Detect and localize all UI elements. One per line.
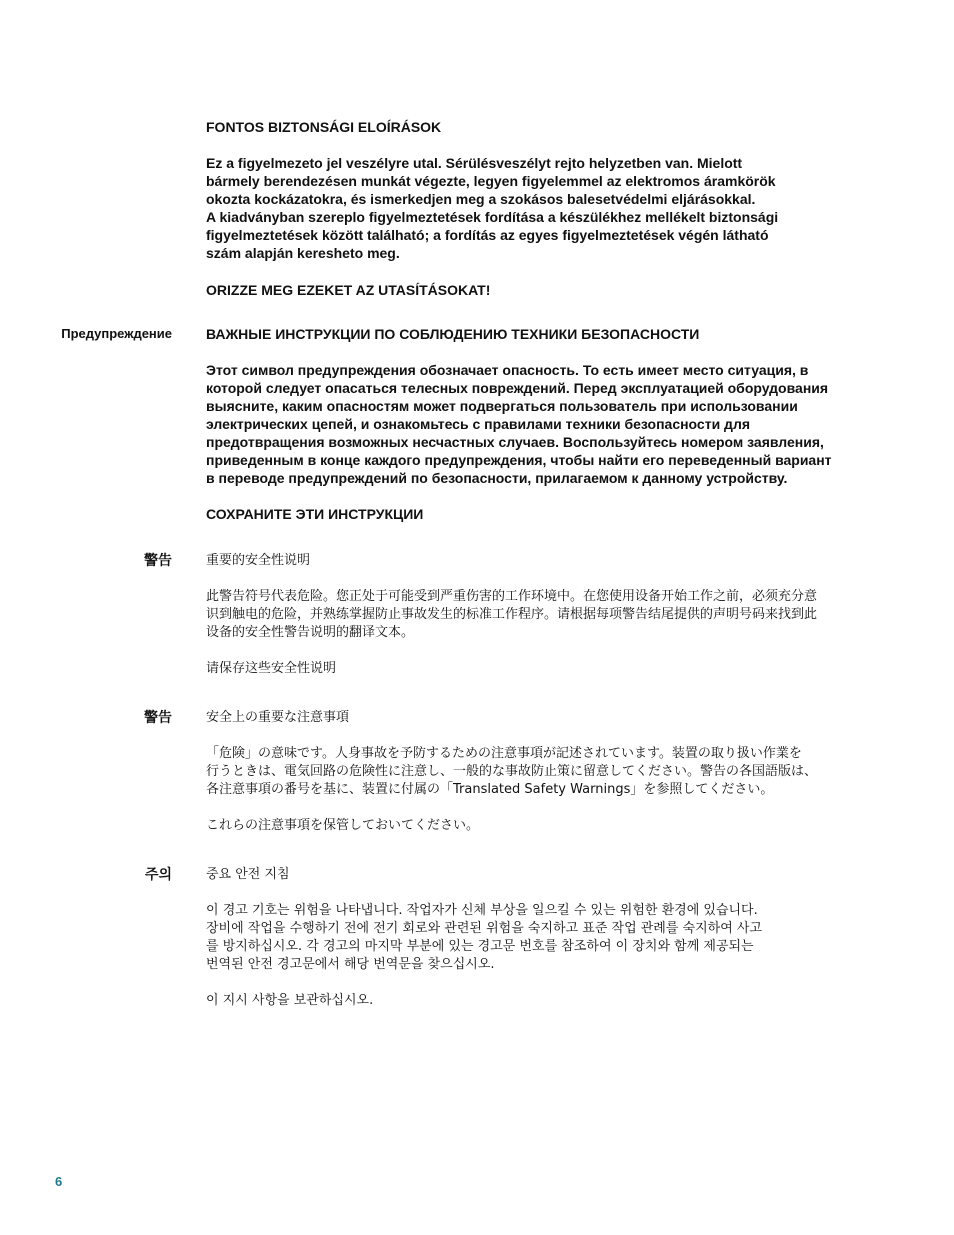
body-line: Этот символ предупреждения обозначает опасность. То есть имеет место ситуация, в — [206, 362, 809, 378]
section-content — [206, 552, 874, 678]
body-line: okozta kockázatokra, és ismerkedjen meg a szokásos balesetvédelmi eljárásokkal. — [206, 191, 756, 207]
section-content — [206, 325, 874, 523]
section-closing: 请保存这些安全性说明 — [206, 661, 337, 676]
body-line: которой следует опасаться телесных повреждений. Перед эксплуатацией оборудования — [206, 380, 829, 396]
page-number: 6 — [55, 1174, 63, 1189]
body-line: bármely berendezésen munkát végezte, legyen figyelemmel az elektromos áramkörök — [206, 173, 776, 189]
section-closing: 이 지시 사항을 보관하십시오. — [206, 993, 374, 1008]
section-closing: ORIZZE MEG EZEKET AZ UTASÍTÁSOKAT! — [206, 282, 491, 298]
section-closing: СОХРАНИТЕ ЭТИ ИНСТРУКЦИИ — [206, 506, 424, 522]
body-line: 各注意事項の番号を基に、装置に付属の「Translated Safety Warnings」を参照してください。 — [206, 782, 774, 797]
body-line: 장비에 작업을 수행하기 전에 전기 회로와 관련된 위험을 숙지하고 표준 작업 관례를 숙지하여 사고 — [206, 921, 763, 936]
body-line: figyelmeztetések között található; a fordítás az egyes figyelmeztetések végén látható — [206, 227, 769, 243]
body-line: выясните, каким опасностям может подвергаться пользователь при использовании — [206, 398, 798, 414]
body-line: Ez a figyelmezeto jel veszélyre utal. Sérülésveszélyt rejto helyzetben van. Mielott — [206, 155, 743, 171]
section-content — [206, 709, 874, 835]
section-side-label: 警告 — [144, 553, 172, 569]
body-line: 이 경고 기호는 위험을 나타냅니다. 작업자가 신체 부상을 일으킬 수 있는 위험한 환경에 있습니다. — [206, 903, 758, 918]
section-heading: 安全上の重要な注意事項 — [206, 710, 350, 725]
body-line: A kiadványban szereplo figyelmeztetések fordítása a készülékhez mellékelt biztonsági — [206, 209, 779, 225]
section-body — [206, 361, 874, 487]
body-line: приведенным в конце каждого предупреждения, чтобы найти его переведенный вариант — [206, 452, 832, 468]
body-line: предотвращения возможных несчастных случаев. Воспользуйтесь номером заявления, — [206, 434, 824, 450]
section-content — [206, 866, 874, 1010]
section-side-label: 주의 — [144, 867, 172, 883]
body-line: 此警告符号代表危险。您正处于可能受到严重伤害的工作环境中。在您使用设备开始工作之前，必须充分意 — [206, 589, 818, 604]
section-heading: FONTOS BIZTONSÁGI ELOÍRÁSOK — [206, 119, 442, 135]
body-line: 「危険」の意味です。人身事故を予防するための注意事項が記述されています。装置の取り扱い作業を — [206, 746, 802, 761]
body-line: 번역된 안전 경고문에서 해당 번역문을 찾으십시오. — [206, 957, 495, 972]
section-body — [206, 154, 874, 262]
body-line: 设备的安全性警告说明的翻译文本。 — [206, 625, 415, 640]
section-side-label: 警告 — [144, 710, 172, 726]
section-body — [206, 588, 874, 642]
section-content — [206, 118, 874, 299]
section-heading: ВАЖНЫЕ ИНСТРУКЦИИ ПО СОБЛЮДЕНИЮ ТЕХНИКИ БЕЗОПАСНОСТИ — [206, 326, 700, 342]
body-line: 를 방지하십시오. 각 경고의 마지막 부분에 있는 경고문 번호를 참조하여 이 장치와 함께 제공되는 — [206, 939, 754, 954]
section-heading: 重要的安全性说明 — [206, 553, 311, 568]
section-heading: 중요 안전 지침 — [206, 867, 290, 882]
body-line: в переводе предупреждений по безопасности, прилагаемом к данному устройству. — [206, 470, 788, 486]
section-side-label: Предупреждение — [61, 326, 172, 341]
body-line: 行うときは、電気回路の危険性に注意し、一般的な事故防止策に留意してください。警告の各国語版は、 — [206, 764, 818, 779]
body-line: 识到触电的危险，并熟练掌握防止事故发生的标准工作程序。请根据每项警告结尾提供的声明号码来找到此 — [206, 607, 818, 622]
body-line: электрических цепей, и ознакомьтесь с правилами техники безопасности для — [206, 416, 751, 432]
section-body — [206, 902, 874, 974]
section-body — [206, 745, 874, 799]
body-line: szám alapján kereshetо meg. — [206, 245, 400, 261]
section-closing: これらの注意事項を保管しておいてください。 — [206, 818, 480, 833]
